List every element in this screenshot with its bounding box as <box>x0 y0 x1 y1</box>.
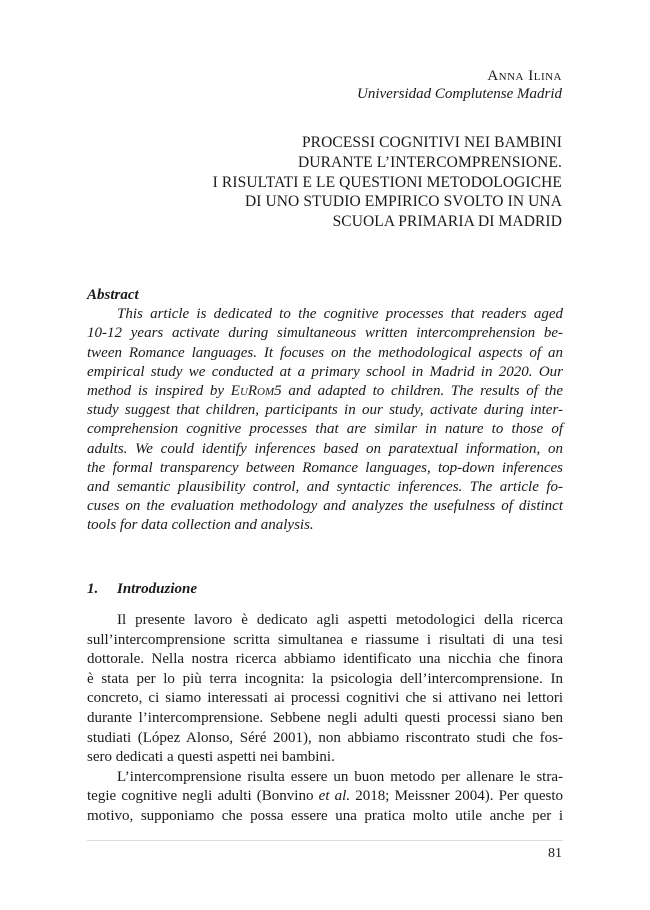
abstract-line: and semantic plausibility control, and syntactic inferences. The article fo- <box>87 479 563 496</box>
body-line: è stata per lo più terra incognita: la psicologia dell’intercomprensione. In <box>87 670 563 687</box>
title-line: I RISULTATI E LE QUESTIONI METODOLOGICHE <box>212 173 562 191</box>
body-line-part: 2018; Meissner 2004). Per questo <box>350 788 563 805</box>
title-line: SCUOLA PRIMARIA DI MADRID <box>332 213 562 231</box>
eurom5-term: EuRom5 <box>230 383 282 400</box>
abstract-line <box>87 382 563 401</box>
author-name: Anna Ilina <box>487 68 562 84</box>
article-title <box>213 133 562 232</box>
abstract-line: study suggest that children, participants in our study, activate during inter- <box>87 402 563 419</box>
abstract-line: tween Romance languages. It focuses on the methodological aspects of an <box>87 344 563 361</box>
body-line: Il presente lavoro è dedicato agli aspetti metodologici della ricerca <box>117 612 563 628</box>
body-line: sull’intercomprensione scritta simultanea e riassume i risultati di una tesi <box>87 631 563 648</box>
citation-et-al: et al. <box>318 788 351 805</box>
body-line <box>87 787 563 807</box>
body-line: sero dedicati a questi aspetti nei bambini. <box>87 749 335 766</box>
abstract-line: cuses on the evaluation methodology and analyzes the usefulness of distinct <box>87 498 563 515</box>
abstract-line: tools for data collection and analysis. <box>87 517 314 534</box>
abstract-line-part: method is inspired by <box>87 383 231 400</box>
body-line: studiati (López Alonso, Séré 2001), non abbiamo riscontrato studi che fos- <box>87 729 563 746</box>
title-line: PROCESSI COGNITIVI NEI BAMBINI <box>301 134 562 151</box>
body-line: durante l’intercomprensione. Sebbene negli adulti questi processi siano ben <box>87 709 563 726</box>
abstract-line: the formal transparency between Romance languages, top-down inferences <box>87 459 563 476</box>
abstract-line: comprehension cognitive processes that are similar in nature to those of <box>87 421 563 438</box>
body-text <box>87 611 563 827</box>
body-line: concreto, ci siamo interessati ai processi cognitivi che si attivano nei lettori <box>87 690 563 707</box>
author-block <box>357 67 562 103</box>
body-line: dottorale. Nella nostra ricerca abbiamo identificato una nicchia che finora <box>87 651 563 668</box>
body-line: L’intercomprensione risulta essere un buon metodo per allenare le stra- <box>117 768 563 785</box>
author-affiliation: Universidad Complutense Madrid <box>357 86 562 102</box>
footer-rule <box>87 840 563 841</box>
abstract-line: adults. We could identify inferences based on paratextual information, on <box>87 440 563 457</box>
abstract-line: empirical study we conducted at a primary school in Madrid in 2020. Our <box>87 363 563 380</box>
section-heading <box>87 581 197 598</box>
abstract-line: 10-12 years activate during simultaneous written intercomprehension be- <box>87 325 563 342</box>
section-title: Introduzione <box>117 581 198 597</box>
abstract-line-part: and adapted to children. The results of the <box>281 383 563 400</box>
abstract <box>87 286 563 536</box>
title-line: DURANTE L’INTERCOMPRENSIONE. <box>297 153 562 171</box>
abstract-line: This article is dedicated to the cognitive processes that readers aged <box>117 306 563 323</box>
abstract-heading: Abstract <box>87 287 139 303</box>
body-line-part: tegie cognitive negli adulti (Bonvino <box>87 788 319 805</box>
section-number: 1. <box>87 581 99 597</box>
body-line: motivo, supponiamo che possa essere una pratica molto utile anche per i <box>87 807 563 824</box>
page-number: 81 <box>548 846 562 861</box>
title-line: DI UNO STUDIO EMPIRICO SVOLTO IN UNA <box>244 193 562 211</box>
